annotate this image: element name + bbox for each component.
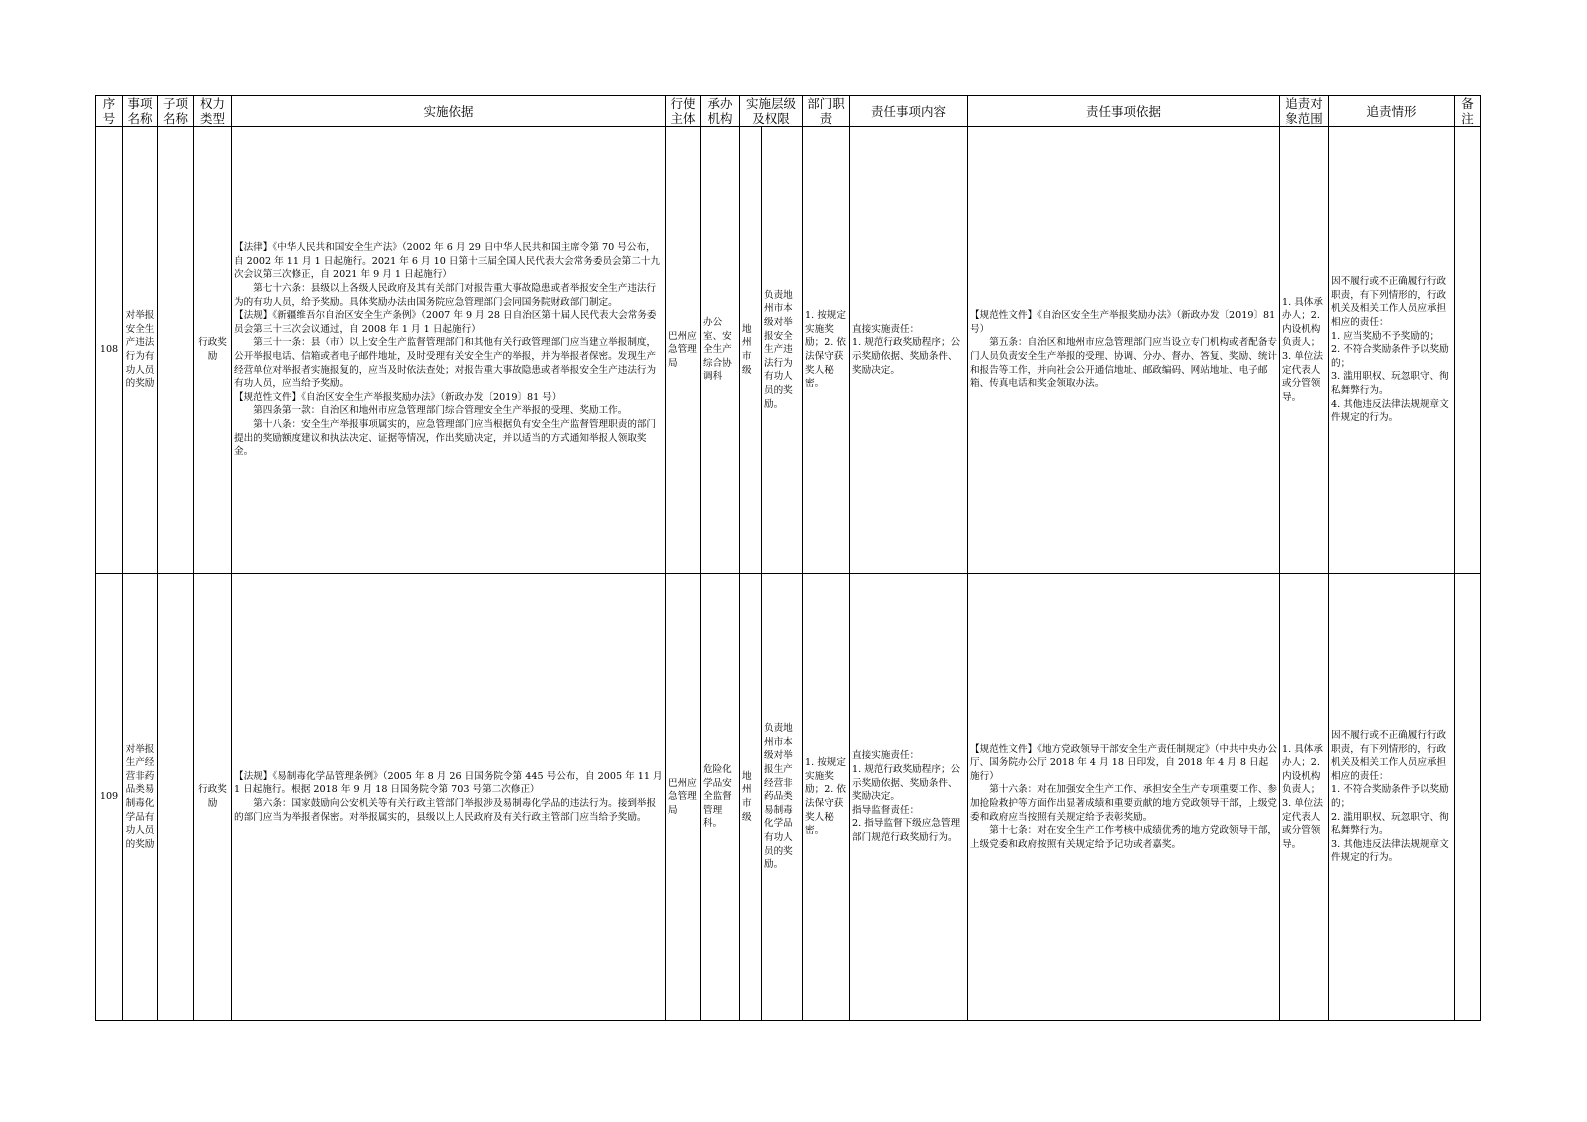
basis-cell xyxy=(232,127,666,574)
basis-doc: 【法规】《易制毒化学品管理条例》（2005 年 8 月 26 日国务院令第 445 号公布，自 2005 年 11 月 1 日起施行。根据 2018 年 9 月 18 日国务院令第 703 号第二次修正） xyxy=(234,770,663,796)
basis-doc: 【法律】《中华人民共和国安全生产法》（2002 年 6 月 29 日中华人民共和国主席令第 70 号公布，自 2002 年 11 月 1 日起施行。2021 年 6 月 10 日第十三届全国人民代表大会常务委员会第二十九次会议第三次修正，自 2021 年 9 月 1 日起施行） xyxy=(234,242,660,281)
header-seq: 序号 xyxy=(96,96,123,127)
header-circumstances: 追责情形 xyxy=(1329,96,1455,127)
header-resp-content: 责任事项内容 xyxy=(850,96,968,127)
header-scope: 追责对象范围 xyxy=(1280,96,1329,127)
header-duty: 部门职责 xyxy=(803,96,850,127)
header-power-type: 权力类型 xyxy=(194,96,232,127)
basis-article: 第三十一条：县（市）以上安全生产监督管理部门和其他有关行政管理部门应当建立举报制度，公开举报电话、信箱或者电子邮件地址，及时受理有关安全生产的举报，并为举报者保密。发现生产经营单位对举报者实施报复的，应当及时依法查处；对报告重大事故隐患或者举报安全生产违法行为有功人员，应当给予奖励。 xyxy=(234,337,657,390)
header-subject: 行使主体 xyxy=(666,96,701,127)
resp-basis-article: 第十七条：对在安全生产工作考核中成绩优秀的地方党政领导干部，上级党委和政府按照有关规定给予记功或者嘉奖。 xyxy=(970,825,1278,850)
item-name-cell: 对举报生产经营非药品类易制毒化学品有功人员的奖励 xyxy=(123,574,158,1021)
basis-article: 第四条第一款：自治区和地州市应急管理部门综合管理安全生产举报的受理、奖励工作。 xyxy=(253,405,628,417)
resp-basis-article: 第五条：自治区和地州市应急管理部门应当设立专门机构或者配备专门人员负责安全生产举报的受理、协调、分办、督办、答复、奖励、统计和报告等工作，并向社会公开通信地址、邮政编码、网站地址、电子邮箱、传真电话和奖金领取办法。 xyxy=(970,337,1278,390)
org-cell: 办公室、安全生产综合协调科 xyxy=(701,127,740,574)
power-type-cell: 行政奖励 xyxy=(194,127,232,574)
basis-cell xyxy=(232,574,666,1021)
duty-cell: 1. 按规定实施奖励；2. 依法保守获奖人秘密。 xyxy=(803,574,850,1021)
circumstances-cell: 因不履行或不正确履行行政职责，有下列情形的，行政机关及相关工作人员应承担相应的责任： 1. 不符合奖励条件予以奖励的； 2. 滥用职权、玩忽职守、徇私舞弊行为。 3. 其他违反法律法规规章文件规定的行为。 xyxy=(1329,574,1455,1021)
resp-basis-cell xyxy=(968,127,1280,574)
resp-content-cell: 直接实施责任： 1. 规范行政奖励程序；公示奖励依据、奖励条件、奖励决定。 xyxy=(850,127,968,574)
table-row xyxy=(96,574,1481,1021)
header-item-name: 事项名称 xyxy=(123,96,158,127)
basis-article: 第七十六条：县级以上各级人民政府及其有关部门对报告重大事故隐患或者举报安全生产违法行为的有功人员，给予奖励。具体奖励办法由国务院应急管理部门会同国务院财政部门制定。 xyxy=(234,283,657,308)
level-cell: 地州市级 xyxy=(740,574,762,1021)
resp-content-cell: 直接实施责任： 1. 规范行政奖励程序；公示奖励依据、奖励条件、奖励决定。 指导监督责任： 2. 指导监督下级应急管理部门规范行政奖励行为。 xyxy=(850,574,968,1021)
sub-item-cell xyxy=(158,127,194,574)
circumstances-cell: 因不履行或不正确履行行政职责，有下列情形的，行政机关及相关工作人员应承担相应的责任： 1. 应当奖励不予奖励的； 2. 不符合奖励条件予以奖励的； 3. 滥用职权、玩忽职守、徇私舞弊行为。 4. 其他违反法律法规规章文件规定的行为。 xyxy=(1329,127,1455,574)
basis-doc: 【法规】《新疆维吾尔自治区安全生产条例》（2007 年 9 月 28 日自治区第十届人民代表大会常务委员会第三十三次会议通过，自 2008 年 1 月 1 日起施行） xyxy=(234,310,657,335)
basis-article: 第十八条：安全生产举报事项属实的，应急管理部门应当根据负有安全生产监督管理职责的部门提出的奖励额度建议和执法决定、证据等情况，作出奖励决定，并以适当的方式通知举报人领取奖金。 xyxy=(234,418,657,458)
header-sub-item: 子项名称 xyxy=(158,96,194,127)
table-row xyxy=(96,127,1481,574)
subject-cell: 巴州应急管理局 xyxy=(666,127,701,574)
power-type-cell: 行政奖励 xyxy=(194,574,232,1021)
basis-doc: 【规范性文件】《自治区安全生产举报奖励办法》（新政办发〔2019〕81 号） xyxy=(234,391,562,403)
power-list-table xyxy=(95,95,1481,1021)
org-cell: 危险化学品安全监督管理科。 xyxy=(701,574,740,1021)
seq-cell: 108 xyxy=(96,127,123,574)
resp-basis-doc: 【规范性文件】《地方党政领导干部安全生产责任制规定》（中共中央办公厅、国务院办公厅 2018 年 4 月 18 日印发，自 2018 年 4 月 8 日起施行） xyxy=(970,743,1278,782)
scope-cell: 1. 具体承办人；2. 内设机构负责人；3. 单位法定代表人或分管领导。 xyxy=(1280,127,1329,574)
header-org: 承办机构 xyxy=(701,96,740,127)
level-cell: 地州市级 xyxy=(740,127,762,574)
resp-basis-cell xyxy=(968,574,1280,1021)
remarks-cell xyxy=(1455,574,1481,1021)
duty-cell: 1. 按规定实施奖励；2. 依法保守获奖人秘密。 xyxy=(803,127,850,574)
header-remarks: 备注 xyxy=(1455,96,1481,127)
level-desc-cell: 负责地州市本级对举报生产经营非药品类易制毒化学品有功人员的奖励。 xyxy=(762,574,803,1021)
item-name-cell: 对举报安全生产违法行为有功人员的奖励 xyxy=(123,127,158,574)
seq-cell: 109 xyxy=(96,574,123,1021)
header-resp-basis: 责任事项依据 xyxy=(968,96,1280,127)
sub-item-cell xyxy=(158,574,194,1021)
remarks-cell xyxy=(1455,127,1481,574)
header-basis: 实施依据 xyxy=(232,96,666,127)
basis-article: 第六条：国家鼓励向公安机关等有关行政主管部门举报涉及易制毒化学品的违法行为。接到举报的部门应当为举报者保密。对举报属实的，县级以上人民政府及有关行政主管部门应当给予奖励。 xyxy=(234,798,657,823)
header-row xyxy=(96,96,1481,127)
level-desc-cell: 负责地州市本级对举报安全生产违法行为有功人员的奖励。 xyxy=(762,127,803,574)
scope-cell: 1. 具体承办人；2. 内设机构负责人；3. 单位法定代表人或分管领导。 xyxy=(1280,574,1329,1021)
header-level: 实施层级及权限 xyxy=(740,96,803,127)
resp-basis-doc: 【规范性文件】《自治区安全生产举报奖励办法》（新政办发〔2019〕81 号） xyxy=(970,310,1276,335)
subject-cell: 巴州应急管理局 xyxy=(666,574,701,1021)
resp-basis-article: 第十六条：对在加强安全生产工作、承担安全生产专项重要工作、参加抢险救护等方面作出显著成绩和重要贡献的地方党政领导干部，上级党委和政府应当按照有关规定给予表彰奖励。 xyxy=(970,784,1278,823)
